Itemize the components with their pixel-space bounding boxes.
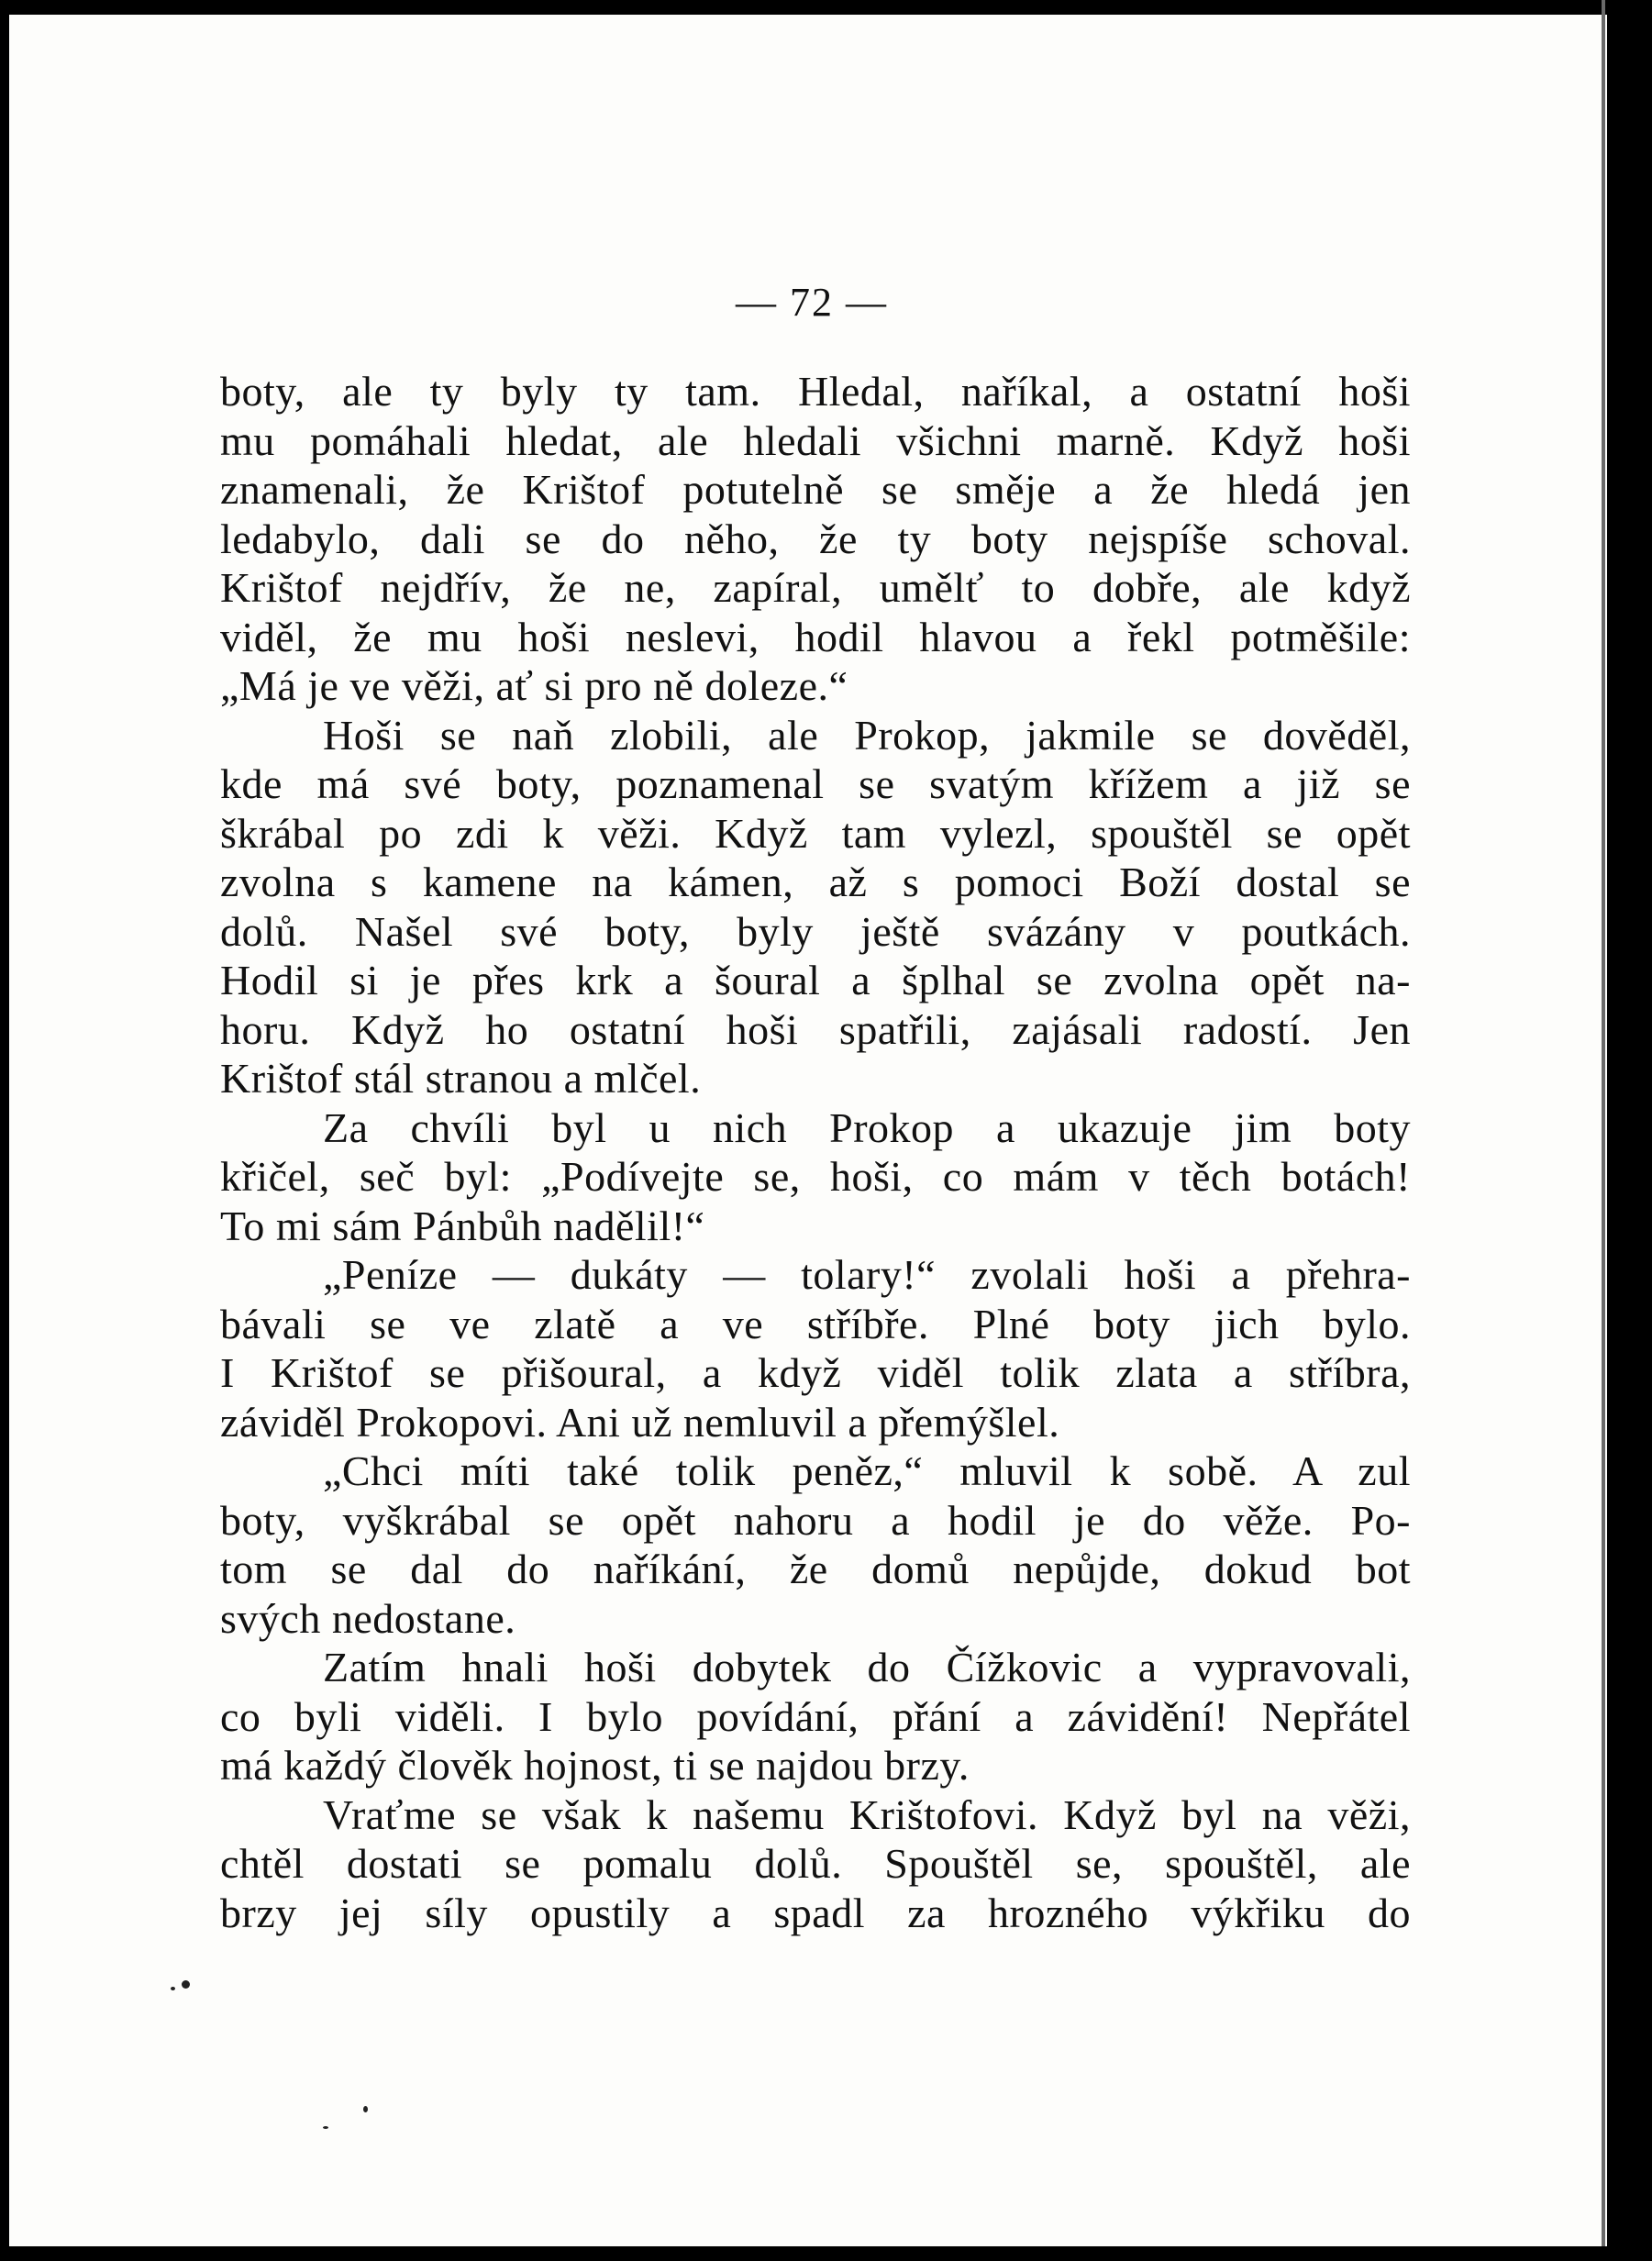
- text-line: I Krištof se přišoural, a když viděl tolik zlata a stříbra,: [220, 1349, 1411, 1396]
- text-line: Krištof stál stranou a mlčel.: [220, 1055, 702, 1102]
- text-line: boty, ale ty byly ty tam. Hledal, naříkal, a ostatní hoši: [220, 368, 1411, 415]
- text-line: chtěl dostati se pomalu dolů. Spouštěl se, spouštěl, ale: [220, 1840, 1411, 1887]
- ink-speck: [171, 1987, 175, 1990]
- scan-border-right: [1607, 0, 1652, 2261]
- page-number: — 72 —: [736, 280, 888, 325]
- text-line: zvolna s kamene na kámen, až s pomoci Boží dostal se: [220, 859, 1411, 905]
- text-line: co byli viděli. I bylo povídání, přání a závidění! Nepřátel: [220, 1692, 1411, 1740]
- ink-speck: [363, 2106, 368, 2112]
- text-line: kde má své boty, poznamenal se svatým křížem a již se: [220, 760, 1411, 807]
- text-line: To mi sám Pánbůh nadělil!“: [220, 1202, 705, 1249]
- text-line: svých nedostane.: [220, 1594, 516, 1642]
- text-line: „Chci míti také tolik peněz,“ mluvil k sobě. A zul: [323, 1447, 1411, 1494]
- scan-border-right-shadow: [1602, 0, 1605, 2261]
- text-line: Hoši se naň zlobili, ale Prokop, jakmile se dověděl,: [323, 711, 1411, 759]
- text-line: znamenali, že Krištof potutelně se směje a že hledá jen: [220, 466, 1411, 513]
- text-line: záviděl Prokopovi. Ani už nemluvil a přemýšlel.: [220, 1398, 1060, 1446]
- text-line: „Peníze — dukáty — tolary!“ zvolali hoši a přehra-: [323, 1251, 1411, 1298]
- text-line: Vraťme se však k našemu Krištofovi. Když byl na věži,: [323, 1790, 1411, 1838]
- text-line: tom se dal do naříkání, že domů nepůjde, dokud bot: [220, 1546, 1411, 1592]
- text-line: dolů. Našel své boty, byly ještě svázány v poutkách.: [220, 907, 1411, 955]
- ink-speck: [323, 2126, 328, 2129]
- text-line: Krištof nejdřív, že ne, zapíral, umělť to dobře, ale když: [220, 564, 1411, 611]
- text-line: horu. Když ho ostatní hoši spatřili, zajásali radostí. Jen: [220, 1005, 1411, 1053]
- text-line: brzy jej síly opustily a spadl za hrozného výkřiku do: [220, 1889, 1411, 1936]
- text-line: viděl, že mu hoši neslevi, hodil hlavou a řekl potměšile:: [220, 613, 1411, 660]
- text-line: má každý člověk hojnost, ti se najdou brzy.: [220, 1742, 970, 1789]
- text-line: Za chvíli byl u nich Prokop a ukazuje jim boty: [323, 1103, 1411, 1151]
- scan-border-bottom: [0, 2246, 1652, 2261]
- body-text: [220, 367, 1411, 1937]
- text-line: „Má je ve věži, ať si pro ně doleze.“: [220, 662, 848, 709]
- scan-border-left: [0, 0, 9, 2261]
- ink-speck: [182, 1980, 190, 1989]
- text-line: boty, vyškrábal se opět nahoru a hodil je do věže. Po-: [220, 1496, 1411, 1544]
- text-line: Zatím hnali hoši dobytek do Čížkovic a vypravovali,: [323, 1644, 1411, 1690]
- text-line: Hodil si je přes krk a šoural a šplhal se zvolna opět na-: [220, 957, 1411, 1003]
- text-line: mu pomáhali hledat, ale hledali všichni marně. Když hoši: [220, 416, 1411, 464]
- scan-border-top: [0, 0, 1652, 15]
- text-line: škrábal po zdi k věži. Když tam vylezl, spouštěl se opět: [220, 809, 1411, 857]
- text-line: bávali se ve zlatě a ve stříbře. Plné boty jich bylo.: [220, 1300, 1411, 1347]
- text-line: ledabylo, dali se do něho, že ty boty nejspíše schoval.: [220, 515, 1411, 562]
- text-line: křičel, seč byl: „Podívejte se, hoši, co mám v těch botách!: [220, 1153, 1411, 1200]
